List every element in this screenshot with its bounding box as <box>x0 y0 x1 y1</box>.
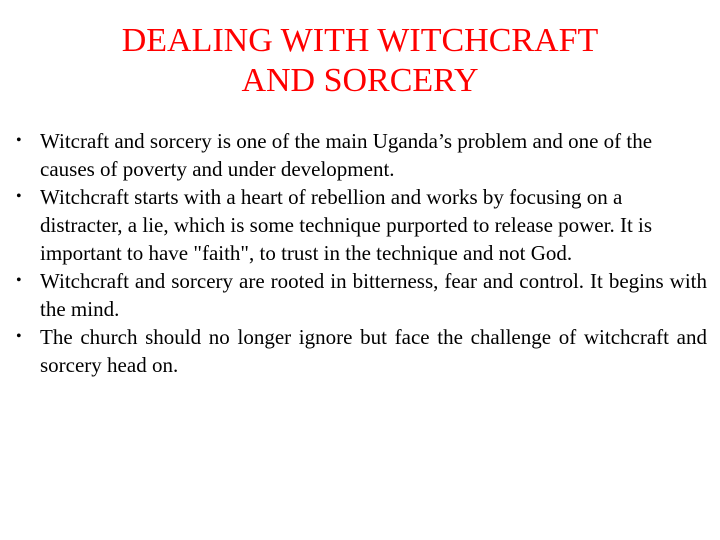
bullet-text: Witcraft and sorcery is one of the main Uganda’s problem and one of the causes of poverty and under development. <box>40 129 653 181</box>
bullet-item-3 <box>16 267 707 323</box>
bullet-icon: • <box>16 132 22 149</box>
bullet-text: Witchcraft starts with a heart of rebellion and works by focusing on a distracter, a lie, which is some technique purported to release power. It is important to have "faith", to trust in the technique and not God. <box>40 185 653 265</box>
bullet-item-4 <box>16 323 707 379</box>
bullet-item-2 <box>16 183 707 267</box>
bullet-list <box>16 127 707 379</box>
slide-title <box>0 21 720 101</box>
bullet-text: Witchcraft and sorcery are rooted in bitterness, fear and control. It begins with the mind. <box>40 269 707 321</box>
bullet-text: The church should no longer ignore but face the challenge of witchcraft and sorcery head on. <box>40 325 707 377</box>
slide-title-line-1: DEALING WITH WITCHCRAFT <box>121 22 599 59</box>
slide-title-line-2: AND SORCERY <box>241 62 479 99</box>
bullet-icon: • <box>16 272 22 289</box>
bullet-icon: • <box>16 188 22 205</box>
bullet-icon: • <box>16 328 22 345</box>
bullet-item-1 <box>16 127 707 183</box>
